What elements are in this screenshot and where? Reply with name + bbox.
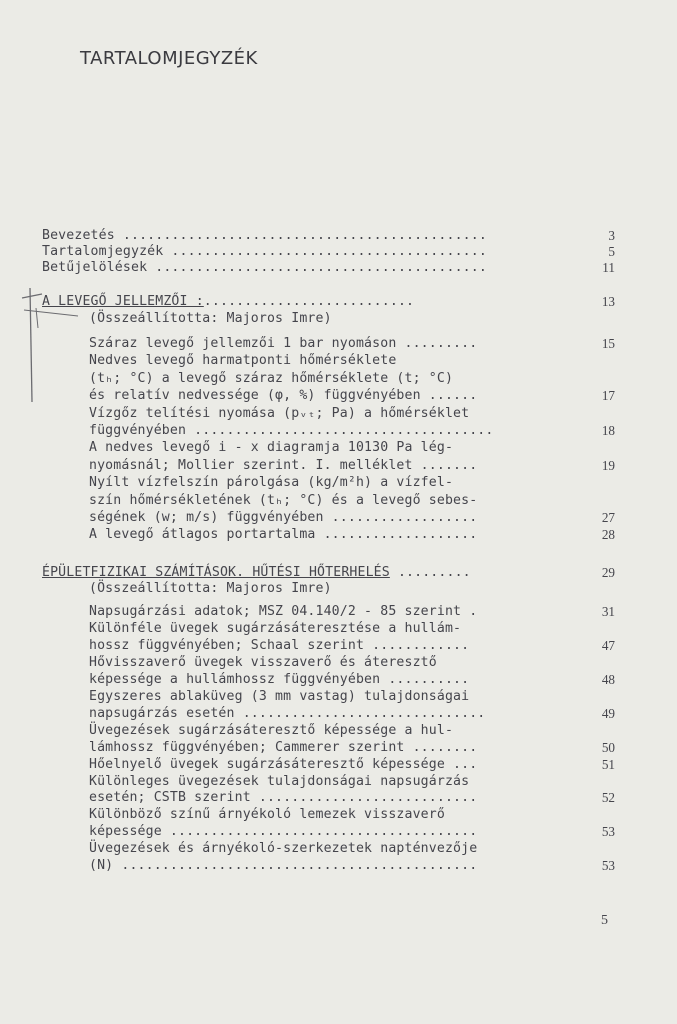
toc-entry-text: ségének (w; m/s) függvényében .................. — [89, 510, 478, 525]
toc-entry-text: (N) ............................................ — [89, 858, 478, 874]
toc-page-number: 53 — [601, 858, 615, 874]
toc-entry-text: esetén; CSTB szerint ........................... — [89, 790, 478, 806]
toc-entry-text: hossz függvényében; Schaal szerint ............ — [89, 637, 470, 653]
toc-entry-text: Hőelnyelő üvegek sugárzásáteresztő képessége ... — [89, 756, 478, 772]
toc-page-number: 51 — [601, 756, 615, 772]
toc-entry-text: függvényében ..................................... — [89, 423, 494, 438]
toc-entry-text: Tartalomjegyzék ....................................... — [42, 244, 487, 259]
toc-entry-text: Vízgőz telítési nyomása (pᵥₜ; Pa) a hőmérséklet — [89, 405, 470, 421]
toc-entry-text: Betűjelölések ......................................... — [42, 260, 487, 275]
toc-entry-text: (tₕ; °C) a levegő száraz hőmérséklete (t; °C) — [89, 370, 454, 386]
toc-entry-text: Bevezetés ............................................. — [42, 228, 487, 243]
toc-page-number: 28 — [601, 527, 615, 543]
toc-page-number: 13 — [601, 294, 615, 309]
toc-page-number: 27 — [601, 510, 615, 525]
section-compiler: (Összeállította: Majoros Imre) — [89, 311, 332, 326]
toc-entry-text: és relatív nedvessége (φ, %) függvényében ...... — [89, 388, 478, 404]
toc-entry-text: Hővisszaverő üvegek visszaverő és áteresztő — [89, 654, 437, 670]
toc-page-number: 31 — [601, 604, 615, 619]
toc-page-number: 11 — [602, 260, 615, 275]
toc-entry-text: Száraz levegő jellemzői 1 bar nyomáson ......... — [89, 336, 478, 351]
toc-entry-text: A levegő átlagos portartalma ................... — [89, 527, 478, 543]
page-title: TARTALOMJEGYZÉK — [80, 48, 258, 69]
toc-page-number: 47 — [601, 637, 615, 653]
toc-entry-text: Nyílt vízfelszín párolgása (kg/m²h) a vízfel- — [89, 475, 454, 491]
toc-entry-text: lámhossz függvényében; Cammerer szerint ........ — [89, 739, 478, 755]
toc-page-number: 17 — [601, 388, 615, 404]
section-compiler: (Összeállította: Majoros Imre) — [89, 581, 332, 596]
toc-page-number: 3 — [608, 228, 615, 243]
toc-entry-text: Üvegezések sugárzásáteresztő képessége a hul- — [89, 722, 454, 738]
toc-entry-text: szín hőmérsékletének (tₕ; °C) és a levegő sebes- — [89, 492, 478, 508]
toc-entry-text: képessége a hullámhossz függvényében .......... — [89, 671, 470, 687]
toc-entry-text: képessége ...................................... — [89, 824, 478, 840]
toc-page-number: 53 — [601, 824, 615, 840]
toc-entry-text: nyomásnál; Mollier szerint. I. melléklet ....... — [89, 457, 478, 473]
toc-entry-text: Nedves levegő harmatponti hőmérséklete — [89, 353, 397, 369]
toc-entry-text: Napsugárzási adatok; MSZ 04.140/2 - 85 szerint . — [89, 604, 478, 619]
toc-page-number: 48 — [601, 671, 615, 687]
toc-page-number: 50 — [601, 739, 615, 755]
toc-entry-text: A nedves levegő i - x diagramja 10130 Pa lég- — [89, 440, 454, 456]
toc-page-number: 18 — [601, 423, 615, 438]
toc-page-number: 15 — [601, 336, 615, 351]
section-heading: A LEVEGŐ JELLEMZŐI :.......................... — [42, 294, 415, 309]
toc-entry-text: Különleges üvegezések tulajdonságai napsugárzás — [89, 773, 470, 789]
toc-page-number: 49 — [601, 705, 615, 721]
toc-entry-text: Egyszeres ablaküveg (3 mm vastag) tulajdonságai — [89, 688, 470, 704]
toc-entry-text: Üvegezések és árnyékoló-szerkezetek napténvezője — [89, 841, 478, 857]
toc-page-number: 52 — [601, 790, 615, 806]
section-heading: ÉPÜLETFIZIKAI SZÁMÍTÁSOK. HŰTÉSI HŐTERHELÉS ......... — [42, 565, 471, 580]
toc-page-number: 19 — [601, 457, 615, 473]
toc-page-number: 29 — [601, 565, 615, 580]
page-number: 5 — [601, 913, 608, 928]
toc-page-number: 5 — [608, 244, 615, 259]
toc-entry-text: Különféle üvegek sugárzásáteresztése a hullám- — [89, 620, 462, 636]
toc-entry-text: napsugárzás esetén .............................. — [89, 705, 486, 721]
toc-entry-text: Különböző színű árnyékoló lemezek visszaverő — [89, 807, 445, 823]
